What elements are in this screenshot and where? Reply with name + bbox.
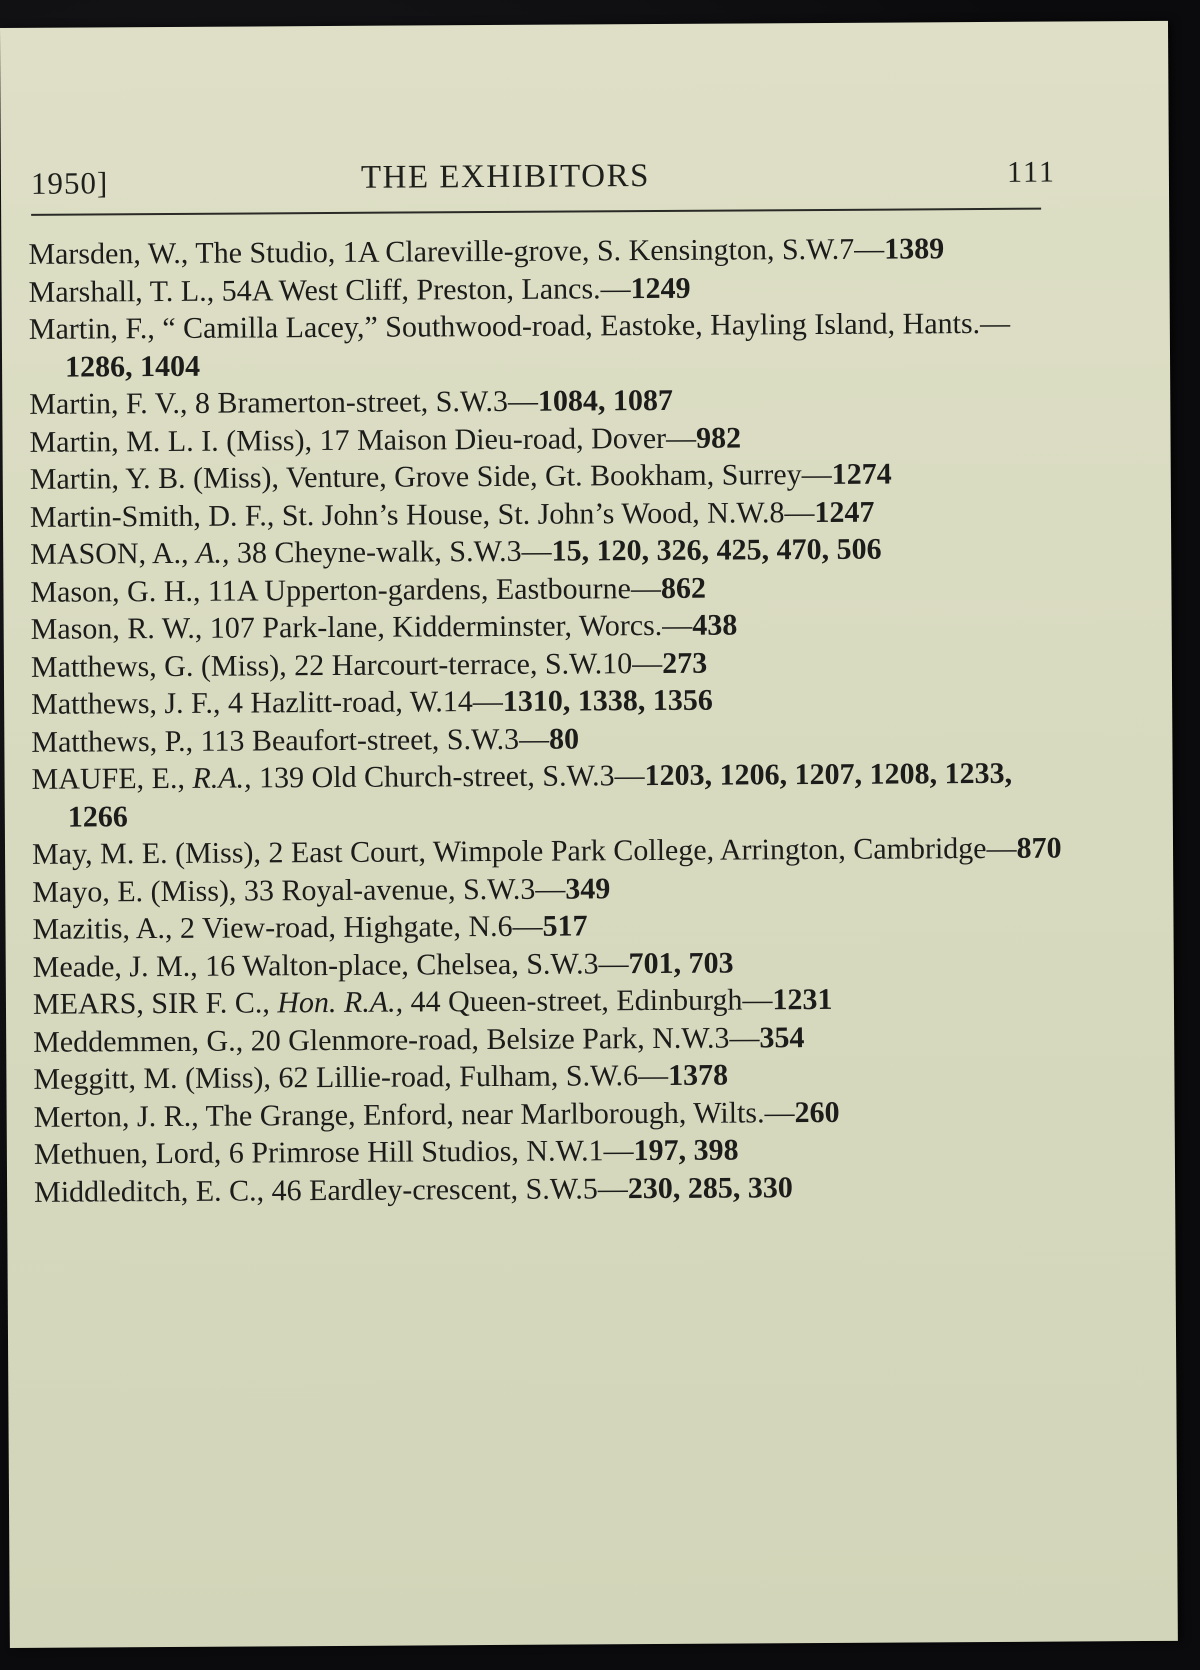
- exhibitor-title: A.,: [195, 536, 230, 570]
- exhibit-numbers: 197, 398: [633, 1133, 739, 1168]
- exhibitor-list: [28, 230, 1064, 1211]
- exhibitor-address: 6 Primrose Hill Studios, N.W.1—: [228, 1134, 634, 1170]
- exhibitor-address: 44 Queen-street, Edinburgh—: [410, 983, 773, 1019]
- running-head: [31, 152, 1056, 208]
- exhibit-numbers: 260: [794, 1095, 840, 1129]
- exhibitor-address: The Grange, Enford, near Marlborough, Wilts.—: [205, 1095, 795, 1133]
- exhibitor-entry: [34, 1167, 1064, 1211]
- exhibitor-entry: [32, 867, 1062, 911]
- exhibitor-address: 46 Eardley-crescent, S.W.5—: [271, 1171, 628, 1207]
- exhibit-numbers: 230, 285, 330: [627, 1170, 793, 1205]
- exhibitor-entry: [30, 530, 1060, 574]
- exhibit-numbers: 1247: [814, 495, 875, 529]
- exhibitor-name: Matthews, J. F.,: [31, 686, 221, 721]
- exhibitor-entry: [34, 1130, 1064, 1174]
- exhibit-numbers: 1310, 1338, 1356: [502, 683, 713, 718]
- exhibitor-name: Meade, J. M.,: [32, 949, 198, 984]
- exhibitor-name: Middleditch, E. C.,: [34, 1173, 265, 1209]
- exhibit-numbers: 1203, 1206, 1207, 1208, 1233, 1266: [67, 756, 1013, 834]
- exhibitor-address: 17 Maison Dieu-road, Dover—: [319, 421, 697, 457]
- exhibitor-address: 2 East Court, Wimpole Park College, Arrington, Cambridge—: [268, 831, 1017, 870]
- header-year: 1950]: [30, 165, 109, 201]
- exhibitor-address: Venture, Grove Side, Gt. Bookham, Surrey—: [285, 457, 832, 495]
- exhibitor-title: R.A.,: [192, 761, 252, 795]
- exhibitor-name: Mayo, E. (Miss),: [32, 874, 237, 909]
- exhibit-numbers: 354: [759, 1020, 805, 1054]
- exhibitor-entry: [29, 305, 1059, 386]
- exhibitor-name: Matthews, G. (Miss),: [30, 648, 287, 684]
- exhibitor-name: MEARS, SIR F. C.,: [32, 986, 270, 1021]
- exhibitor-entry: [29, 380, 1059, 424]
- exhibitor-entry: [29, 417, 1059, 461]
- exhibitor-address: 38 Cheyne-walk, S.W.3—: [236, 534, 552, 570]
- exhibitor-name: Meddemmen, G.,: [33, 1024, 244, 1059]
- exhibitor-entry: [30, 567, 1060, 611]
- exhibit-numbers: 982: [695, 420, 742, 455]
- exhibitor-address: 139 Old Church-street, S.W.3—: [258, 759, 645, 795]
- exhibitor-address: 62 Lillie-road, Fulham, S.W.6—: [278, 1058, 669, 1095]
- exhibitor-address: 16 Walton-place, Chelsea, S.W.3—: [205, 946, 629, 983]
- exhibit-numbers: 1389: [884, 232, 945, 266]
- exhibit-numbers: 862: [660, 571, 706, 605]
- exhibitor-name: May, M. E. (Miss),: [31, 836, 262, 871]
- exhibitor-name: MAUFE, E.,: [31, 761, 186, 796]
- exhibit-numbers: 1231: [772, 982, 833, 1017]
- exhibitor-name: Mazitis, A.,: [32, 911, 173, 946]
- exhibitor-entry: [32, 905, 1062, 949]
- exhibitor-entry: [30, 455, 1060, 499]
- exhibit-numbers: 870: [1016, 831, 1062, 865]
- exhibitor-entry: [33, 942, 1063, 986]
- exhibitor-entry: [31, 680, 1061, 724]
- exhibitor-entry: [31, 642, 1061, 686]
- exhibitor-address: The Studio, 1A Clareville-grove, S. Kensington, S.W.7—: [195, 232, 885, 270]
- exhibitor-name: Martin, Y. B. (Miss),: [29, 461, 280, 496]
- exhibitor-name: MASON, A.,: [30, 536, 189, 571]
- exhibitor-name: Meggitt, M. (Miss),: [33, 1061, 272, 1096]
- exhibit-numbers: 273: [662, 646, 708, 680]
- exhibit-numbers: 80: [548, 721, 580, 756]
- exhibitor-address: 8 Bramerton-street, S.W.3—: [194, 384, 539, 420]
- exhibitor-name: Martin, F. V.,: [29, 386, 188, 421]
- exhibitor-address: “ Camilla Lacey,” Southwood-road, Eastoke, Hayling Island, Hants.—: [162, 306, 1011, 346]
- exhibit-numbers: 1274: [831, 457, 892, 491]
- exhibitor-entry: [34, 1092, 1064, 1136]
- exhibitor-address: 22 Harcourt-terrace, S.W.10—: [294, 646, 663, 682]
- exhibitor-name: Methuen, Lord,: [33, 1136, 222, 1171]
- exhibitor-entry: [28, 267, 1058, 311]
- exhibitor-name: Matthews, P.,: [31, 724, 194, 759]
- exhibitor-entry: [33, 980, 1063, 1024]
- exhibit-numbers: 1249: [630, 271, 691, 305]
- exhibitor-entry: [32, 830, 1062, 874]
- exhibit-numbers: 517: [542, 909, 588, 943]
- exhibitor-address: 4 Hazlitt-road, W.14—: [227, 684, 503, 720]
- exhibit-numbers: 15, 120, 326, 425, 470, 506: [551, 532, 882, 568]
- exhibitor-name: Mason, G. H.,: [30, 574, 201, 609]
- exhibitor-entry: [33, 1017, 1063, 1061]
- exhibitor-entry: [31, 755, 1061, 836]
- page-number: 111: [1007, 155, 1057, 189]
- exhibitor-entry: [28, 230, 1058, 274]
- exhibitor-address: 2 View-road, Highgate, N.6—: [179, 909, 543, 945]
- exhibitor-entry: [31, 717, 1061, 761]
- book-page: [0, 21, 1178, 1648]
- exhibitor-name: Marshall, T. L.,: [28, 274, 215, 309]
- exhibitor-address: 33 Royal-avenue, S.W.3—: [243, 872, 566, 908]
- exhibit-numbers: 1378: [668, 1058, 729, 1092]
- exhibitor-entry: [31, 605, 1061, 649]
- exhibitor-name: Marsden, W.,: [28, 236, 189, 271]
- exhibitor-address: 11A Upperton-gardens, Eastbourne—: [207, 571, 661, 608]
- exhibitor-name: Martin-Smith, D. F.,: [29, 498, 275, 534]
- exhibitor-entry: [30, 492, 1060, 536]
- exhibitor-address: 20 Glenmore-road, Belsize Park, N.W.3—: [250, 1020, 760, 1057]
- exhibit-numbers: 1084, 1087: [537, 383, 674, 418]
- header-rule: [31, 208, 1041, 216]
- exhibitor-name: Martin, M. L. I. (Miss),: [29, 423, 313, 459]
- exhibitor-title: Hon. R.A.,: [277, 985, 404, 1020]
- exhibitor-name: Martin, F.,: [28, 312, 155, 346]
- exhibit-numbers: 349: [565, 871, 611, 906]
- exhibitor-address: 54A West Cliff, Preston, Lancs.—: [221, 271, 631, 308]
- exhibitor-entry: [33, 1055, 1063, 1099]
- exhibit-numbers: 438: [692, 608, 738, 642]
- exhibit-numbers: 1286, 1404: [64, 349, 201, 384]
- exhibitor-name: Merton, J. R.,: [33, 1099, 199, 1134]
- exhibitor-address: 107 Park-lane, Kidderminster, Worcs.—: [209, 608, 693, 645]
- page-title: THE EXHIBITORS: [360, 158, 650, 196]
- exhibitor-address: 113 Beaufort-street, S.W.3—: [200, 722, 550, 758]
- exhibitor-name: Mason, R. W.,: [30, 611, 203, 646]
- exhibit-numbers: 701, 703: [628, 946, 734, 980]
- exhibitor-address: St. John’s House, St. John’s Wood, N.W.8—: [281, 495, 815, 532]
